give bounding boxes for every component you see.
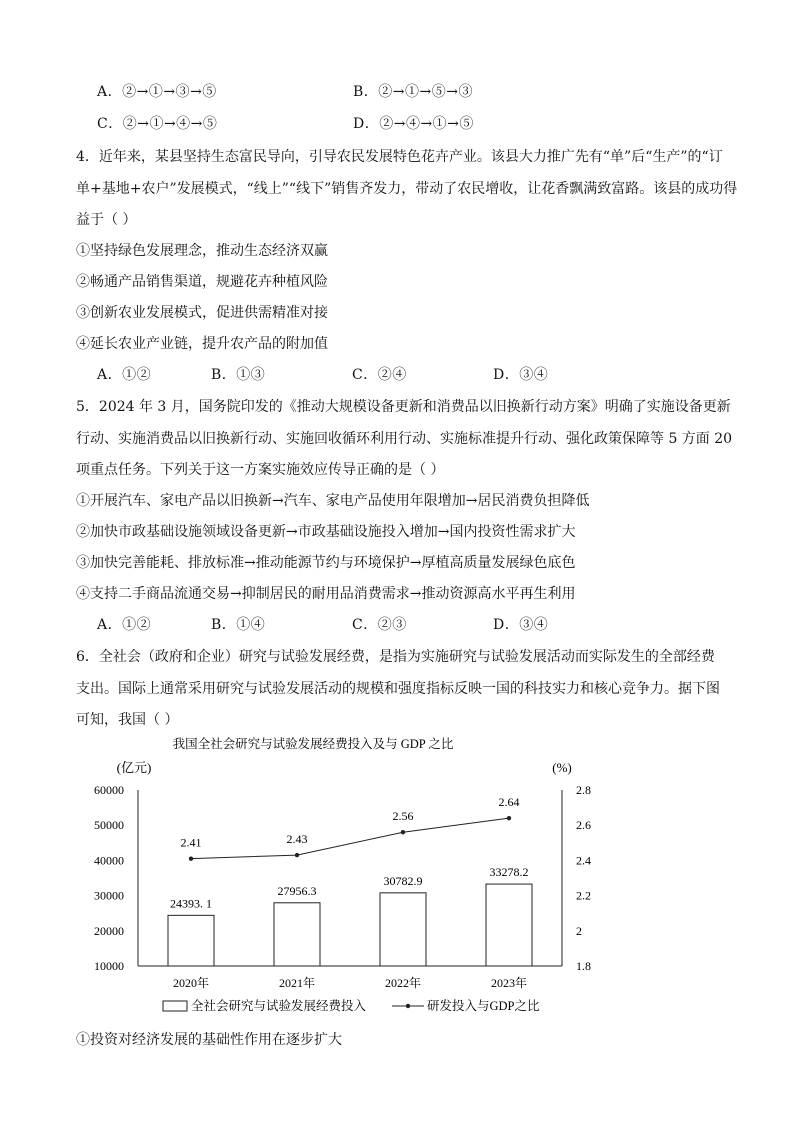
left-tick-label: 50000 [94,818,124,833]
q4-statement-4: ④延长农业产业链，提升农产品的附加值 [76,336,328,352]
q5-statement-3: ③加快完善能耗、排放标准→推动能源节约与环境保护→厚植高质量发展绿色底色 [76,555,576,571]
ratio-value-label: 2.41 [180,835,202,850]
q4-option-c: C．②④ [352,367,407,383]
q3-option-d: D．②→④→①→⑤ [353,116,474,132]
q4-stem-line-1: 4．近年来，某县坚持生态富民导向，引导农民发展特色花卉产业。该县大力推广先有“单”后“生产”的“订 [76,149,723,165]
left-tick-label: 10000 [94,959,124,973]
ratio-value-label: 2.64 [498,795,520,810]
bar-value-label: 33278.2 [489,865,529,880]
left-tick-label: 40000 [94,853,124,868]
q3-option-a: A．②→①→③→⑤ [97,84,217,100]
q5-option-a: A．①② [97,617,152,633]
x-tick-label: 2023年 [490,976,528,990]
q4-stem-line-3: 益于（ ） [76,212,137,228]
q4-stem-line-2: 单+基地+农户”发展模式，“线上”“线下”销售齐发力，带动了农民增收，让花香飘满致富路。该县的成功得 [76,181,738,197]
legend-line-marker [406,1004,410,1008]
q4-option-d: D．③④ [493,367,549,383]
q4-statement-2: ②畅通产品销售渠道，规避花卉种植风险 [76,274,328,290]
q5-stem-line-2: 行动、实施消费品以旧换新行动、实施回收循环利用行动、实施标准提升行动、强化政策保障等 5 方面 20 [76,431,733,447]
left-tick-label: 30000 [94,888,124,903]
bar [486,884,532,966]
legend-bar-swatch [163,1001,187,1011]
ratio-point [507,816,511,820]
q5-statement-1: ①开展汽车、家电产品以旧换新→汽车、家电产品使用年限增加→居民消费负担降低 [76,493,590,509]
right-tick-label: 1.8 [576,959,591,973]
chart-title: 我国全社会研究与试验发展经费投入及与 GDP 之比 [172,737,454,751]
q6-stem-line-3: 可知，我国（ ） [76,712,179,728]
ratio-point [295,853,299,857]
q5-statement-4: ④支持二手商品流通交易→抑制居民的耐用品消费需求→推动资源高水平再生利用 [76,586,576,602]
q6-statement-1: ①投资对经济发展的基础性作用在逐步扩大 [76,1032,342,1048]
right-tick-label: 2.4 [576,853,591,868]
right-tick-label: 2 [576,923,582,938]
legend-bar-label: 全社会研究与试验发展经费投入 [191,999,367,1013]
right-axis-unit: (%) [552,760,572,775]
q4-statement-1: ①坚持绿色发展理念，推动生态经济双赢 [76,243,328,259]
q5-option-d: D．③④ [493,617,549,633]
left-tick-label: 20000 [94,923,124,938]
x-tick-label: 2022年 [384,976,422,990]
x-tick-label: 2021年 [278,976,316,990]
q5-stem-line-1: 5．2024 年 3 月，国务院印发的《推动大规模设备更新和消费品以旧换新行动方案》明确了实施设备更新 [76,399,731,415]
q4-statement-3: ③创新农业发展模式，促进供需精准对接 [76,305,328,321]
q6-stem-line-1: 6．全社会（政府和企业）研究与试验发展经费，是指为实施研究与试验发展活动而实际发生的全部经费 [76,649,715,665]
q5-option-c: C．②③ [352,617,407,633]
bar [380,893,426,966]
q4-option-a: A．①② [97,367,152,383]
q5-option-b: B．①④ [211,617,266,633]
ratio-value-label: 2.56 [392,809,414,824]
right-tick-label: 2.2 [576,888,591,903]
q3-option-b: B．②→①→⑤→③ [353,84,473,100]
ratio-value-label: 2.43 [286,832,308,847]
ratio-point [401,830,405,834]
q3-option-c: C．②→①→④→⑤ [97,116,218,132]
left-tick-label: 60000 [94,783,124,797]
right-tick-label: 2.6 [576,818,591,833]
bar-value-label: 24393. 1 [170,896,212,911]
legend-line-label: 研发投入与GDP之比 [427,999,540,1013]
right-tick-label: 2.8 [576,783,591,797]
q5-stem-line-3: 项重点任务。下列关于这一方案实施效应传导正确的是（ ） [76,462,445,478]
left-axis-unit: (亿元) [116,760,152,775]
ratio-line [191,818,509,858]
bar [168,915,214,966]
q6-stem-line-2: 支出。国际上通常采用研究与试验发展活动的规模和强度指标反映一国的科技实力和核心竞争力。据下图 [76,681,720,697]
bar-value-label: 30782.9 [383,873,423,888]
ratio-point [189,856,193,860]
bar [274,903,320,966]
x-tick-label: 2020年 [172,976,210,990]
q4-option-b: B．①③ [211,367,266,383]
bar-value-label: 27956.3 [277,883,317,898]
q5-statement-2: ②加快市政基础设施领域设备更新→市政基础设施投入增加→国内投资性需求扩大 [76,524,576,540]
